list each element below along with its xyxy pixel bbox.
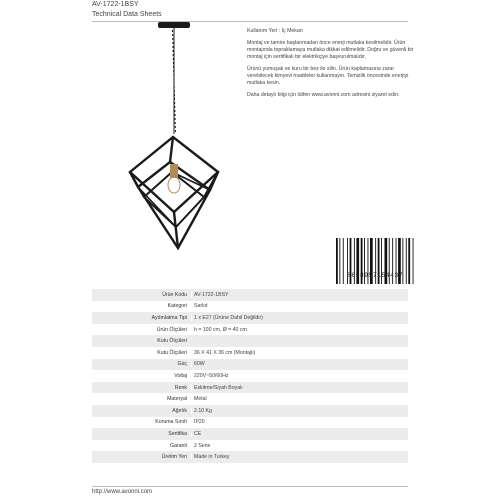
spec-label: Garanti bbox=[169, 442, 187, 449]
pendant-lamp-image bbox=[118, 22, 228, 258]
footer-url: http://www.avonni.com bbox=[92, 489, 153, 495]
barcode-number: 8698957154437 bbox=[347, 272, 403, 279]
spec-value: h = 100 cm, Ø = 40 cm bbox=[191, 327, 408, 333]
document-subtitle: Technical Data Sheets bbox=[92, 11, 162, 18]
spec-label: Voltaj bbox=[174, 372, 187, 379]
spec-label: Koruma Sınıfı bbox=[155, 419, 187, 426]
spec-value: 36 X 41 X 36 cm (Montajlı) bbox=[191, 350, 408, 356]
spec-label: Materyal bbox=[167, 396, 187, 403]
spec-row bbox=[92, 312, 408, 324]
info-paragraph: Montaj ve tamire başlanmadan önce enerji mutlaka kesilmelidir. Ürün montajında topraklamaya mutlaka dikkat edilmelidir. Doğru ve güvenli bir montaj için sertifikalı bir elektrikçiye başvurulmalıdır. bbox=[247, 40, 414, 60]
spec-row bbox=[92, 301, 408, 313]
spec-row bbox=[92, 417, 408, 429]
spec-value: 2 Sene bbox=[191, 443, 408, 449]
spec-value: 220V~50/60Hz bbox=[191, 373, 408, 379]
spec-row bbox=[92, 428, 408, 440]
spec-label: Ürün Ölçüleri bbox=[156, 326, 187, 333]
spec-row bbox=[92, 359, 408, 371]
spec-row bbox=[92, 324, 408, 336]
spec-label: Güç bbox=[177, 361, 187, 368]
spec-value: Eskitme/Siyah Boyalı bbox=[191, 385, 408, 391]
ceiling-canopy bbox=[158, 22, 190, 28]
spec-label: Aydınlatma Tipi bbox=[151, 314, 187, 321]
spec-value: Metal bbox=[191, 396, 408, 402]
spec-value: 60W bbox=[191, 361, 408, 367]
spec-row bbox=[92, 393, 408, 405]
bulb bbox=[168, 177, 180, 193]
spec-row bbox=[92, 289, 408, 301]
spec-value: 2.10 Kg bbox=[191, 408, 408, 414]
info-paragraph: Daha detaylı bilgi için lütfen www.avonni.com adresini ziyaret edin. bbox=[247, 92, 400, 98]
info-panel bbox=[247, 28, 415, 104]
spec-value: CE bbox=[191, 431, 408, 437]
spec-value: Made in Turkey bbox=[191, 454, 408, 460]
spec-row bbox=[92, 405, 408, 417]
chain bbox=[173, 28, 176, 134]
spec-row bbox=[92, 382, 408, 394]
spec-value: Sarkıt bbox=[191, 303, 408, 309]
spec-label: Renk bbox=[174, 384, 187, 391]
product-code-title: AV-1722-1BSY bbox=[92, 1, 139, 8]
spec-label: Ağırlık bbox=[172, 407, 187, 414]
spec-label: Kutu Ölçüleri bbox=[157, 338, 187, 345]
spec-value: 1 x E27 (Ürüne Dahil Değildir) bbox=[191, 315, 408, 321]
spec-row bbox=[92, 370, 408, 382]
spec-table bbox=[92, 289, 408, 463]
spec-row bbox=[92, 347, 408, 359]
footer-divider bbox=[92, 486, 408, 487]
spec-value: AV-1722-1BSY bbox=[191, 292, 408, 298]
spec-label: Kutu Ölçüleri bbox=[157, 349, 187, 356]
info-paragraph: Ürünü yumuşak ve kuru bir bez ile silin. Ürün kaplamasına zarar verebilecek kimyevi maddeler kullanmayın. Temizlik öncesinde enerjiyi mutlaka kesin. bbox=[247, 66, 409, 86]
spec-label: Üretim Yeri bbox=[161, 454, 187, 461]
spec-row bbox=[92, 440, 408, 452]
spec-label: Sertifika bbox=[168, 430, 187, 437]
spec-value: IP20 bbox=[191, 419, 408, 425]
spec-row bbox=[92, 335, 408, 347]
spec-row bbox=[92, 451, 408, 463]
usage-location: Kullanım Yeri : İç Mekan bbox=[247, 28, 303, 34]
spec-label: Ürün Kodu bbox=[162, 291, 187, 298]
bulb-socket bbox=[170, 164, 178, 178]
spec-label: Kategori bbox=[167, 303, 187, 310]
